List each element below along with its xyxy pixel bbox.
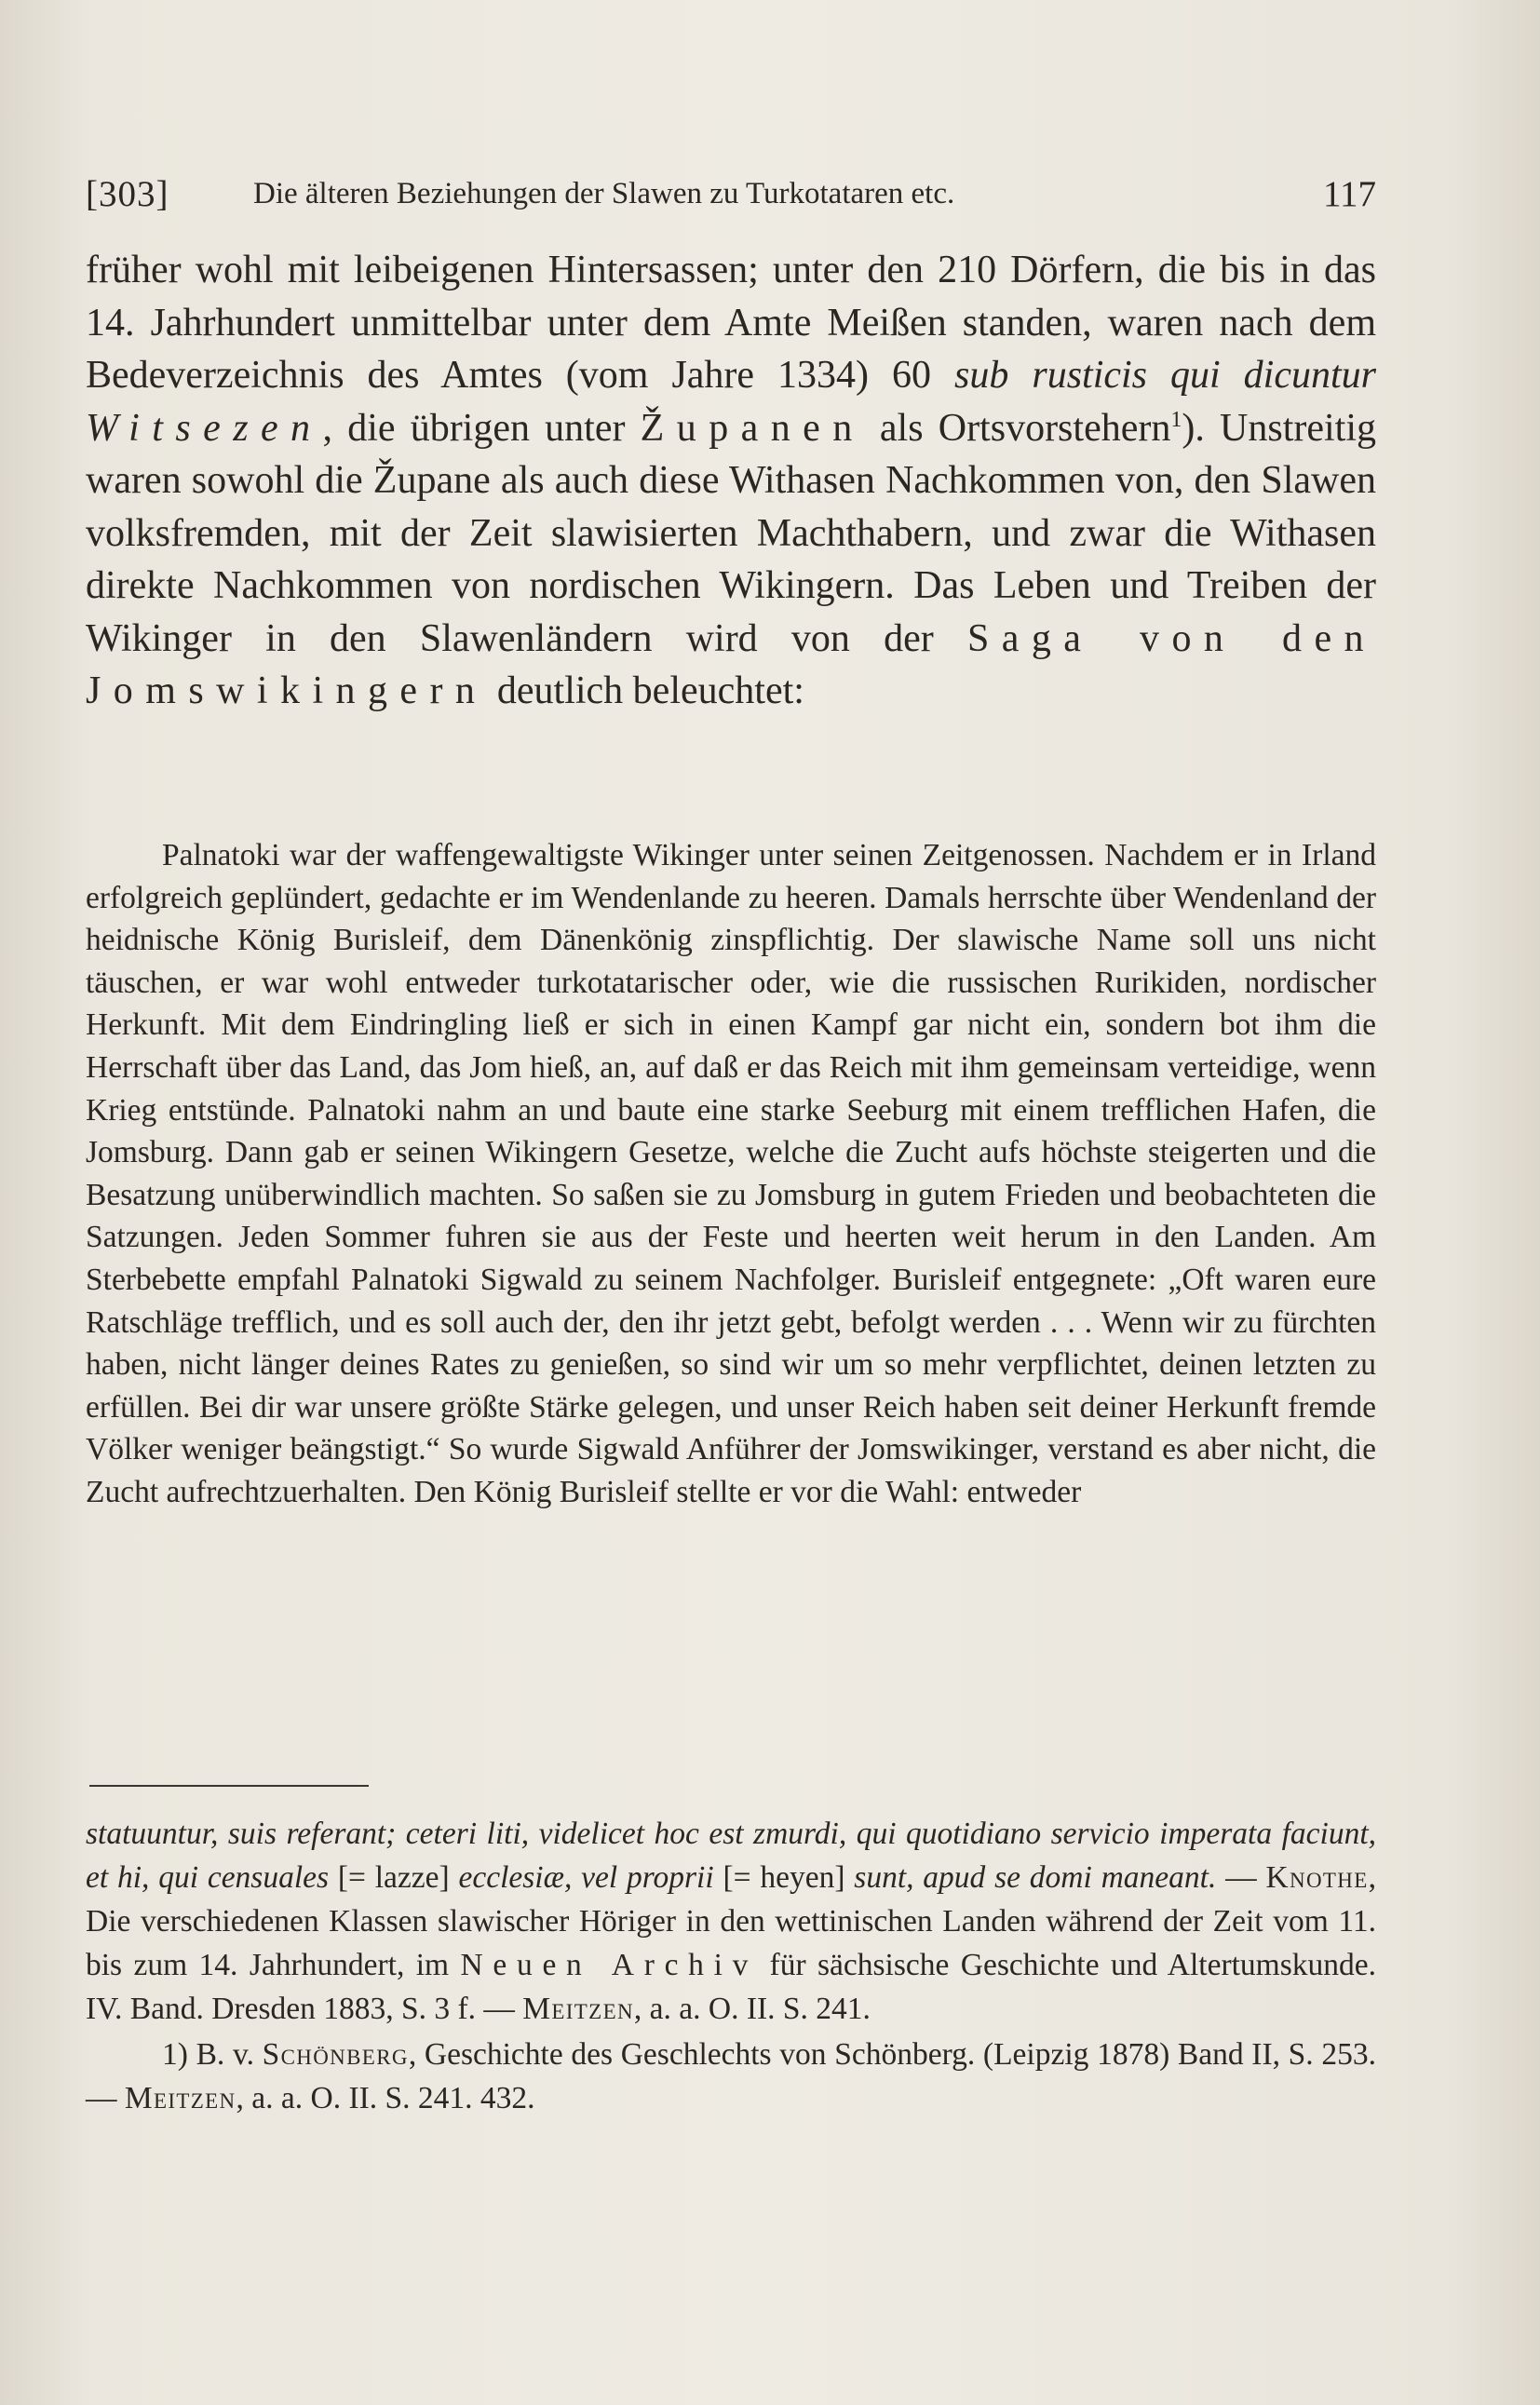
text-run: [= lazze] <box>329 1860 459 1895</box>
text-run: [= heyen] <box>723 1860 855 1895</box>
footnote-number: 1) <box>162 2037 188 2072</box>
text-run: , die übrigen unter <box>322 406 641 450</box>
text-run: , a. a. O. II. S. 241. <box>633 1992 871 2026</box>
text-run: — <box>1216 1860 1266 1895</box>
text-run: ). Unstreitig waren sowohl die Župane als auch diese Withasen Nachkommen von, den Slawen volksfremden, mit der Zeit slawisierten Machthabern, und zwar die Withasen direkte Nachkommen von nordischen Wikingern. Das Leben und Treiben der Wikinger in den Slawenländern wird von der <box>86 406 1376 660</box>
footnotes <box>86 1812 1376 2120</box>
footnote-1 <box>86 2033 1376 2120</box>
text-run: für sächsische Geschichte und Altertumskunde. IV. Band. Dresden 1883, S. 3 f. — <box>86 1948 1377 2026</box>
page-header <box>86 173 1376 220</box>
latin-phrase: sub rusticis qui dicuntur <box>954 354 1376 397</box>
latin-quote: statuuntur, suis referant; ceteri liti, videlicet hoc est zmurdi, qui quotidiano servicio imperata faciunt, et hi, qui censuales <box>86 1817 1376 1895</box>
emphasis-witsezen: Witsezen <box>86 406 323 450</box>
text-run: deutlich beleuchtet: <box>487 669 804 712</box>
latin-quote: sunt, apud se domi maneant. <box>854 1860 1217 1895</box>
running-title: Die älteren Beziehungen der Slawen zu Turkotataren etc. <box>253 177 955 210</box>
author-meitzen: Meitzen <box>124 2081 236 2115</box>
text-run: , Die verschiedenen Klassen slawischer Höriger in den wettinischen Landen während der Zeit vom 11. bis zum 14. Jahrhundert, im <box>86 1860 1377 1982</box>
page-reference: [303] <box>86 174 169 214</box>
text-run: , a. a. O. II. S. 241. 432. <box>236 2081 535 2115</box>
author-knothe: Knothe <box>1265 1860 1369 1895</box>
text-run: als Ortsvorstehern <box>864 406 1171 450</box>
page-number: 117 <box>1322 174 1376 214</box>
block-quote <box>86 834 1376 1514</box>
journal-title: Neuen Archiv <box>460 1948 759 1982</box>
footnote-continuation <box>86 1812 1376 2031</box>
emphasis-zupanen: Županen <box>640 406 865 450</box>
footnote-divider <box>89 1785 369 1787</box>
paragraph <box>86 244 1376 718</box>
latin-quote: ecclesiæ, vel proprii <box>458 1860 714 1895</box>
main-text <box>86 244 1376 718</box>
text-run: früher wohl mit leibeigenen Hintersassen; unter den 210 Dörfern, die bis in das 14. Jahrhundert unmittelbar unter dem Amte Meißen standen, waren nach dem Bedeverzeichnis des Amtes (vom Jahre 1334) 60 <box>86 249 1376 397</box>
text-run: , Geschichte des Geschlechts von Schönberg. (Leipzig 1878) Band II, S. 253. — <box>86 2037 1376 2115</box>
emphasis-saga: Saga von den Jomswikingern <box>86 616 1376 712</box>
author-meitzen: Meitzen <box>522 1992 634 2026</box>
text-run: B. v. <box>187 2037 263 2072</box>
author-schoenberg: Schönberg <box>262 2037 409 2072</box>
quote-text: Palnatoki war der waffengewaltigste Wikinger unter seinen Zeitgenossen. Nachdem er in Irland erfolgreich geplündert, gedachte er im Wendenlande zu heeren. Damals herrschte über Wendenland der heidnische König Burisleif, dem Dänenkönig zinspflichtig. Der slawische Name soll uns nicht täuschen, er war wohl entweder turkotatarischer oder, wie die russischen Rurikiden, nordischer Herkunft. Mit dem Eindringling ließ er sich in einen Kampf gar nicht ein, sondern bot ihm die Herrschaft über das Land, das Jom hieß, an, auf daß er das Reich mit ihm gemeinsam verteidige, wenn Krieg entstünde. Palnatoki nahm an und baute eine starke Seeburg mit einem trefflichen Hafen, die Jomsburg. Dann gab er seinen Wikingern Gesetze, welche die Zucht aufs höchste steigerten und die Besatzung unüberwindlich machten. So saßen sie zu Jomsburg in gutem Frieden und beobachteten die Satzungen. Jeden Sommer fuhren sie aus der Feste und heerten weit herum in den Landen. Am Sterbebette empfahl Palnatoki Sigwald zu seinem Nachfolger. Burisleif entgegnete: „Oft waren eure Ratschläge trefflich, und es soll auch der, den ihr jetzt gebt, befolgt werden . . . Wenn wir zu fürchten haben, nicht länger deines Rates zu genießen, so sind wir um so mehr verpflichtet, deinen letzten zu erfüllen. Bei dir war unsere größte Stärke gelegen, und unser Reich haben seit deiner Herkunft fremde Völker weniger beängstigt.“ So wurde Sigwald Anführer der Jomswikinger, verstand es aber nicht, die Zucht aufrechtzuerhalten. Den König Burisleif stellte er vor die Wahl: entweder <box>86 838 1376 1509</box>
footnote-ref[interactable]: 1 <box>1170 407 1182 432</box>
